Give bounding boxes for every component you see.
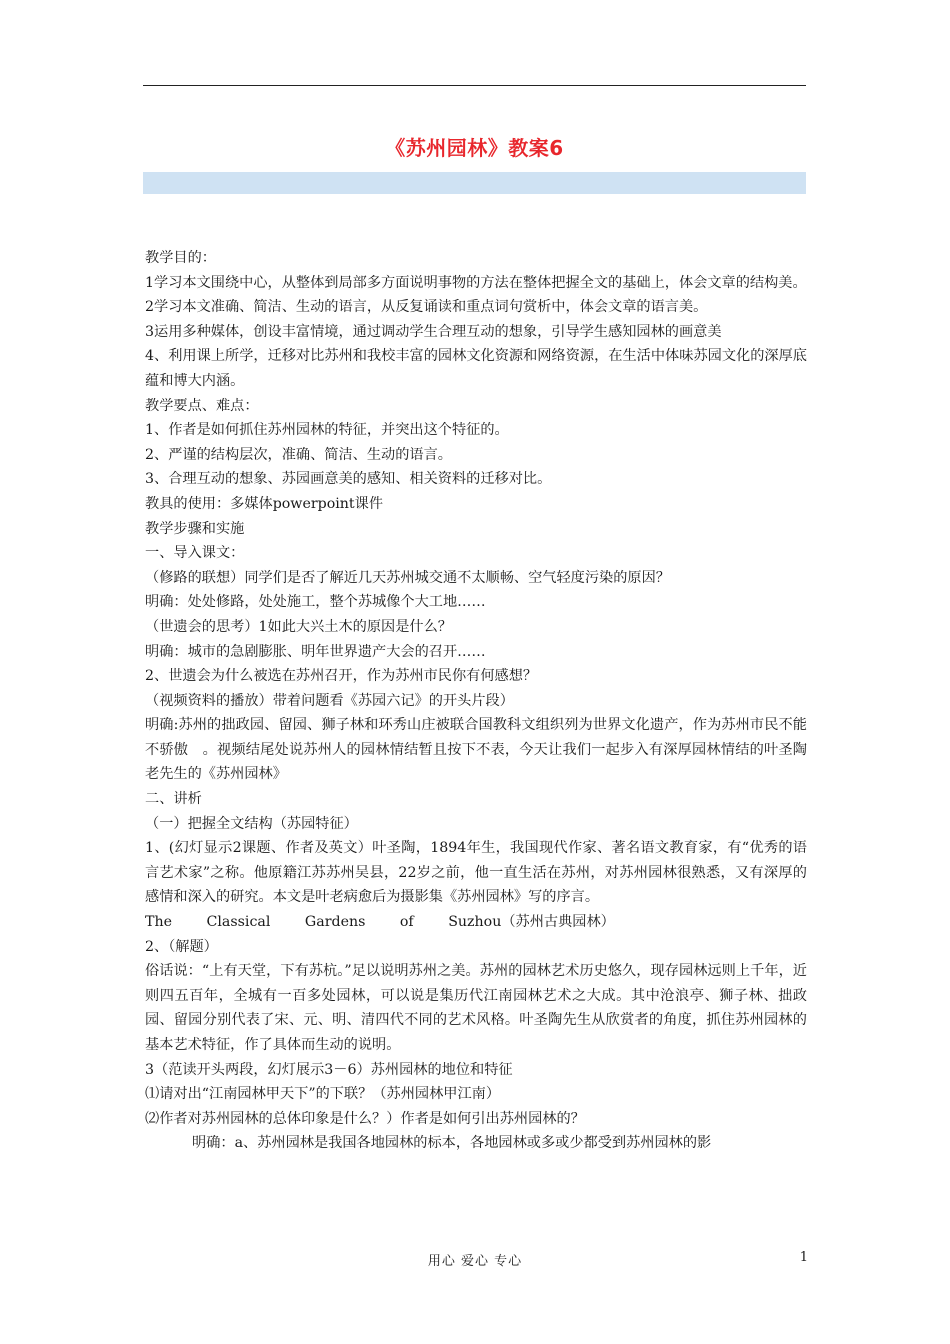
paragraph: 明确：城市的急剧膨胀、明年世界遗产大会的召开…… xyxy=(145,643,486,660)
paragraph: 2学习本文准确、简洁、生动的语言，从反复诵读和重点词句赏析中，体会文章的语言美。 xyxy=(145,299,708,316)
footer-slogan: 用心 爱心 专心 xyxy=(427,1254,523,1269)
paragraph: 明确：a、苏州园林是我国各地园林的标本，各地园林或多或少都受到苏州园林的影 xyxy=(192,1135,712,1152)
paragraph: 1学习本文围绕中心，从整体到局部多方面说明事物的方法在整体把握全文的基础上，体会文章的结构美。 xyxy=(145,274,807,291)
paragraph: 2、世遗会为什么被选在苏州召开，作为苏州市民你有何感想？ xyxy=(145,668,538,685)
paragraph: 3（范读开头两段，幻灯展示3－6）苏州园林的地位和特征 xyxy=(145,1061,513,1078)
document-title: 《苏州园林》教案6 xyxy=(385,136,564,160)
paragraph: 3运用多种媒体，创设丰富情境，通过调动学生合理互动的想象，引导学生感知园林的画意美 xyxy=(145,323,722,340)
paragraph: 俗话说：“上有天堂，下有苏杭。”足以说明苏州之美。苏州的园林艺术历史悠久，现存园林远则上千年，近则四五百年，全城有一百多处园林，可以说是集历代江南园林艺术之大成。其中沧浪亭、狮子林、拙政园、留园分别代表了宋、元、明、清四代不同的艺术风格。叶圣陶先生从欣赏者的角度，抓住苏州园林的基本艺术特征，作了具体而生动的说明。 xyxy=(145,963,807,1053)
paragraph: 二、讲析 xyxy=(145,791,202,808)
paragraph: （修路的联想）同学们是否了解近几天苏州城交通不太顺畅、空气轻度污染的原因？ xyxy=(145,569,670,586)
paragraph: 4、利用课上所学，迁移对比苏州和我校丰富的园林文化资源和网络资源，在生活中体味苏园文化的深厚底蕴和博大内涵。 xyxy=(145,348,807,389)
paragraph: 2、（解题） xyxy=(145,938,218,955)
paragraph: 教学要点、难点： xyxy=(145,397,259,414)
title-band xyxy=(143,172,806,194)
paragraph: 1、(幻灯显示2课题、作者及英文）叶圣陶，1894年生，我国现代作家、著名语文教育家，有“优秀的语言艺术家”之称。他原籍江苏苏州吴县，22岁之前，他一直生活在苏州，对苏州园林很熟悉，又有深厚的感情和深入的研究。本文是叶老病愈后为摄影集《苏州园林》写的序言。 xyxy=(145,840,807,906)
paragraph: （视频资料的播放）带着问题看《苏园六记》的开头片段） xyxy=(145,692,514,709)
paragraph: 教学步骤和实施 xyxy=(145,520,245,537)
paragraph: 3、合理互动的想象、苏园画意美的感知、相关资料的迁移对比。 xyxy=(145,471,552,488)
paragraph: ⑵作者对苏州园林的总体印象是什么？）作者是如何引出苏州园林的？ xyxy=(145,1110,585,1127)
document-body xyxy=(145,246,807,1156)
paragraph: 明确：处处修路，处处施工，整个苏城像个大工地…… xyxy=(145,594,486,611)
paragraph: （一）把握全文结构（苏园特征） xyxy=(145,815,358,832)
paragraph: 2、严谨的结构层次，准确、简洁、生动的语言。 xyxy=(145,446,452,463)
paragraph: 教具的使用：多媒体powerpoint课件 xyxy=(145,495,384,512)
paragraph: The Classical Gardens of Suzhou（苏州古典园林） xyxy=(145,914,615,931)
paragraph: 一、导入课文： xyxy=(145,545,245,562)
paragraph: 明确:苏州的拙政园、留园、狮子林和环秀山庄被联合国教科文组织列为世界文化遗产，作为苏州市民不能不骄傲 。视频结尾处说苏州人的园林情结暂且按下不表，今天让我们一起步入有深厚园林情结的叶圣陶老先生的《苏州园林》 xyxy=(145,717,807,783)
header-rule xyxy=(143,85,806,86)
paragraph: ⑴请对出“江南园林甲天下”的下联？（苏州园林甲江南） xyxy=(145,1086,501,1103)
paragraph: 1、作者是如何抓住苏州园林的特征，并突出这个特征的。 xyxy=(145,422,509,439)
paragraph: 教学目的： xyxy=(145,250,216,266)
paragraph: （世遗会的思考）1如此大兴土木的原因是什么？ xyxy=(145,618,452,635)
page-number: 1 xyxy=(799,1250,808,1265)
